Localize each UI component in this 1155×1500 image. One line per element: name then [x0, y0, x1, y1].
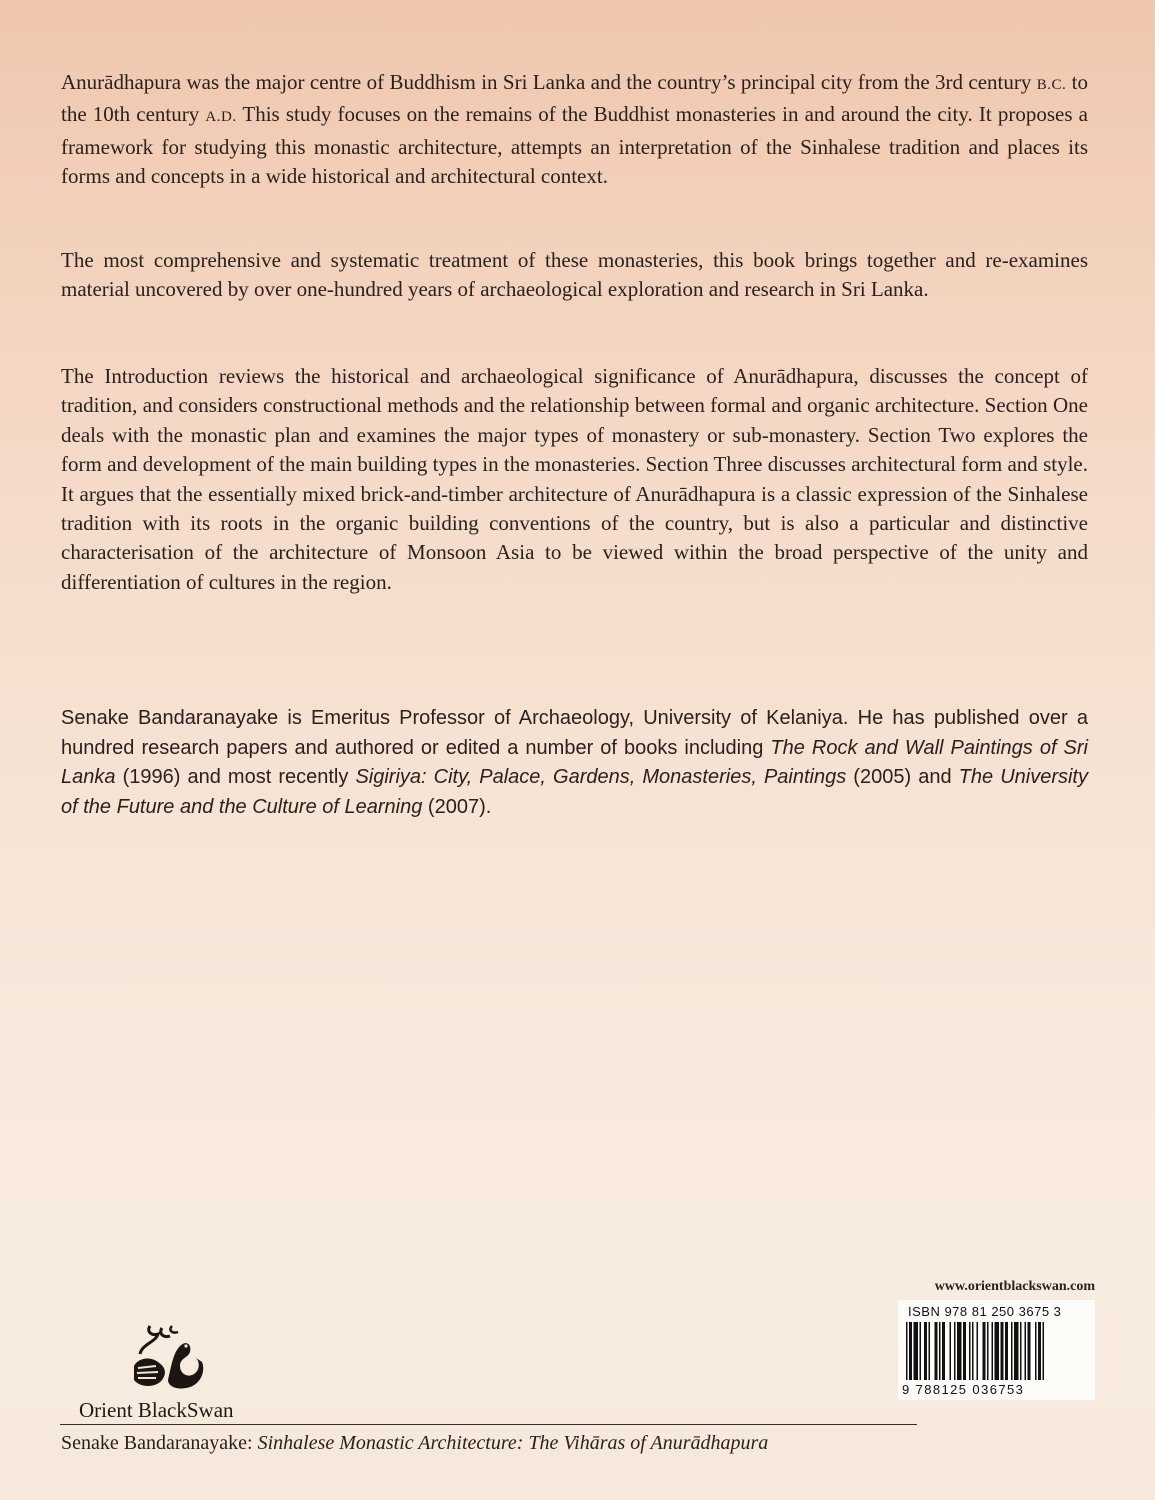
- footer-citation: [61, 1432, 768, 1455]
- publisher-name: Orient BlackSwan: [79, 1398, 234, 1422]
- footer-divider: [60, 1424, 917, 1425]
- blurb-paragraph-1: [61, 68, 1088, 192]
- barcode-bars: [904, 1322, 1090, 1380]
- era-ad: A.D.: [205, 109, 237, 126]
- era-bc: B.C.: [1036, 77, 1067, 93]
- isbn-label: ISBN 978 81 250 3675 3: [908, 1304, 1062, 1319]
- bio-text: (2007).: [422, 795, 492, 818]
- bio-text: (1996) and most recently: [115, 766, 356, 788]
- book-title: Sigiriya: City, Palace, Gardens, Monasteries, Paintings: [355, 766, 847, 788]
- blurb-paragraph-2: The most comprehensive and systematic treatment of these monasteries, this book brings together and re-examines material uncovered by over one-hundred years of archaeological exploration and research in Sri Lanka.: [61, 248, 1088, 302]
- swan-logo-icon: [128, 1322, 208, 1399]
- book-title: The University of the Future and the Culture of Learning: [61, 766, 1088, 818]
- bio-text: (2005) and: [846, 766, 959, 788]
- barcode-digits: 9 788125 036753: [902, 1382, 1025, 1397]
- blurb-text: to the 10th century: [61, 70, 1088, 127]
- footer-title: Sinhalese Monastic Architecture: The Vihāras of Anurādhapura: [257, 1432, 769, 1454]
- footer-author: Senake Bandaranayake:: [61, 1432, 258, 1454]
- blurb-text: Anurādhapura was the major centre of Buddhism in Sri Lanka and the country’s principal city from the 3rd century: [61, 70, 1037, 94]
- book-title: The Rock and Wall Paintings of Sri Lanka: [61, 736, 1088, 788]
- blurb-paragraph-3: The Introduction reviews the historical and archaeological significance of Anurādhapura, discusses the concept of tradition, and considers constructional methods and the relationship between formal and organic architecture. Section One deals with the monastic plan and examines the major types of monastery or sub-monastery. Section Two explores the form and development of the main building types in the monasteries. Section Three discusses architectural form and style. It argues that the essentially mixed brick-and-timber architecture of Anurādhapura is a classic expression of the Sinhalese tradition with its roots in the organic building conventions of the country, but is also a particular and distinctive characterisation of the architecture of Monsoon Asia to be viewed within the broad perspective of the unity and differentiation of cultures in the region.: [61, 364, 1088, 594]
- publisher-url: www.orientblackswan.com: [934, 1279, 1095, 1294]
- bio-text: Senake Bandaranayake is Emeritus Professor of Archaeology, University of Kelaniya. He has published over a hundred research papers and authored or edited a number of books including: [61, 707, 1088, 759]
- author-bio: [61, 704, 1088, 822]
- isbn-barcode: [898, 1300, 1095, 1400]
- blurb-text: This study focuses on the remains of the Buddhist monasteries in and around the city. It proposes a framework for studying this monastic architecture, attempts an interpretation of the Sinhalese tradition and places its forms and concepts in a wide historical and architectural context.: [61, 102, 1088, 189]
